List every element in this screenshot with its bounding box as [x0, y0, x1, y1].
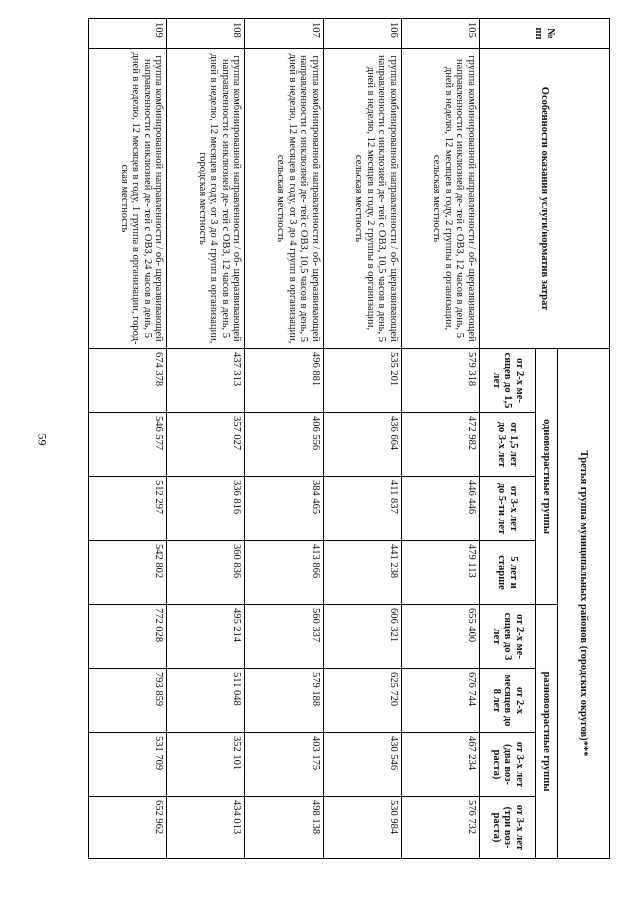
- row-value: 560 337: [245, 605, 323, 669]
- subheader: от 2-х месяцев до 8 лет: [480, 669, 536, 733]
- row-value: 674 378: [89, 349, 167, 413]
- cost-norm-table: [88, 18, 610, 859]
- row-value: 498 138: [245, 797, 323, 859]
- group-header: Третья группа муниципальных районов (городских округов)***: [558, 349, 610, 859]
- row-value: 576 732: [401, 797, 479, 859]
- row-value: 530 984: [323, 797, 401, 859]
- row-value: 535 201: [323, 349, 401, 413]
- row-value: 625 720: [323, 669, 401, 733]
- row-value: 676 744: [401, 669, 479, 733]
- page-number: 59: [35, 433, 50, 446]
- row-num: 106: [323, 19, 401, 49]
- row-desc: группа комбинированной направленности / об- щеразвивающей направленности с инклюзией де- тей с ОВЗ, 10,5 часов в день, 5 дней в неделю, 12 месяцев в году, 2 группы в организации, сельская местность: [323, 49, 401, 349]
- table-row: [401, 19, 479, 859]
- row-value: 546 577: [89, 413, 167, 477]
- row-value: 441 238: [323, 541, 401, 605]
- subheader: от 3-х лет до 5-ти лет: [480, 477, 536, 541]
- row-desc: группа комбинированной направленности / об- щеразвивающей направленности с инклюзией де- тей с ОВЗ, 12 часов в день, 5 дней в неделю, 12 месяцев в году, от 3 до 4 групп в организации, городская местность: [167, 49, 245, 349]
- row-value: 413 866: [245, 541, 323, 605]
- row-value: 406 556: [245, 413, 323, 477]
- row-num: 108: [167, 19, 245, 49]
- row-value: 512 297: [89, 477, 167, 541]
- row-value: 496 881: [245, 349, 323, 413]
- row-value: 434 013: [167, 797, 245, 859]
- table-row: [323, 19, 401, 859]
- row-num: 109: [89, 19, 167, 49]
- row-value: 606 321: [323, 605, 401, 669]
- row-value: 430 546: [323, 733, 401, 797]
- row-value: 437 313: [167, 349, 245, 413]
- row-value: 542 802: [89, 541, 167, 605]
- row-value: 360 836: [167, 541, 245, 605]
- row-value: 579 188: [245, 669, 323, 733]
- row-value: 772 028: [89, 605, 167, 669]
- row-value: 579 318: [401, 349, 479, 413]
- col-desc-header: Особенности оказания услуги/норматив затрат: [480, 49, 610, 349]
- row-value: 793 859: [89, 669, 167, 733]
- subheader: от 2-х ме- сяцев до 3 лет: [480, 605, 536, 669]
- table-row: [245, 19, 323, 859]
- row-value: 384 465: [245, 477, 323, 541]
- subheader: от 3-х лет (три воз- раста): [480, 797, 536, 859]
- row-num: 107: [245, 19, 323, 49]
- mixed-age-header: разновозрастные группы: [536, 605, 558, 859]
- row-value: 411 837: [323, 477, 401, 541]
- row-value: 652 962: [89, 797, 167, 859]
- subheader: 5 лет и старше: [480, 541, 536, 605]
- row-value: 531 709: [89, 733, 167, 797]
- row-value: 436 664: [323, 413, 401, 477]
- row-value: 479 113: [401, 541, 479, 605]
- col-num-header: № пп: [480, 19, 610, 49]
- table-row: [89, 19, 167, 859]
- subheader: от 1,5 лет до 3-х лет: [480, 413, 536, 477]
- same-age-header: одновозрастные группы: [536, 349, 558, 605]
- table-row: [167, 19, 245, 859]
- row-value: 495 214: [167, 605, 245, 669]
- row-desc: группа комбинированной направленности / об- щеразвивающей направленности с инклюзией де- тей с ОВЗ, 12 часов в день, 5 дней в неделю, 12 месяцев в году, 2 группы в организации, сельская местность: [401, 49, 479, 349]
- row-value: 446 446: [401, 477, 479, 541]
- row-desc: группа комбинированной направленности / об- щеразвивающей направленности с инклюзией де- тей с ОВЗ, 10,5 часов в день, 5 дней в неделю, 12 месяцев в году, от 3 до 4 групп в организации, сельская местность: [245, 49, 323, 349]
- row-value: 403 175: [245, 733, 323, 797]
- rotated-table-wrapper: [88, 18, 610, 858]
- row-value: 352 101: [167, 733, 245, 797]
- row-num: 105: [401, 19, 479, 49]
- subheader: от 3-х лет (два воз- раста): [480, 733, 536, 797]
- subheader: от 2-х ме- сяцев до 1,5 лет: [480, 349, 536, 413]
- row-value: 336 816: [167, 477, 245, 541]
- row-value: 511 048: [167, 669, 245, 733]
- row-value: 357 027: [167, 413, 245, 477]
- row-value: 655 400: [401, 605, 479, 669]
- row-desc: группа комбинированной направленности / об- щеразвивающей направленности с инклюзией де- тей с ОВЗ, 24 часов в день, 5 дней в неделю, 12 месяцев в году, 1 группа в организации, город- ская местность: [89, 49, 167, 349]
- row-value: 472 982: [401, 413, 479, 477]
- row-value: 467 234: [401, 733, 479, 797]
